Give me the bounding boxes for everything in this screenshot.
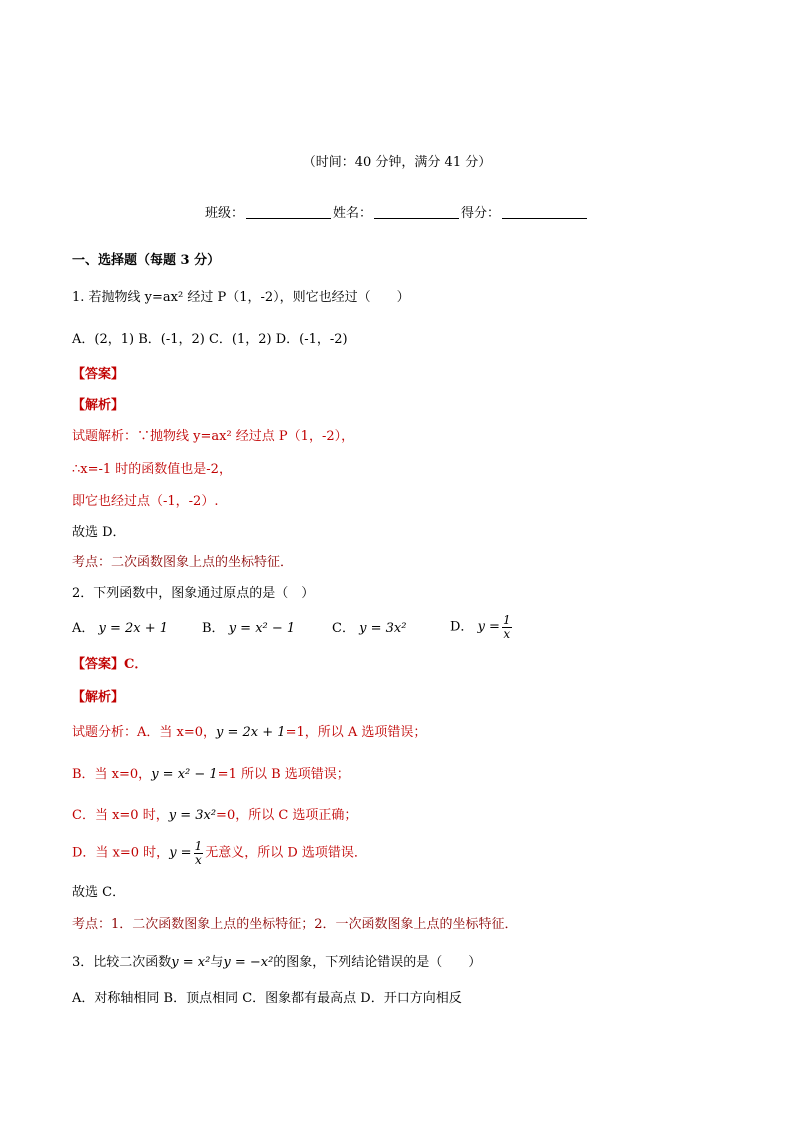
q3-stem: 3．比较二次函数y = x²与y = −x²的图象，下列结论错误的是（ ） bbox=[72, 955, 482, 970]
q1-analysis-line-3: 即它也经过点（-1，-2）. bbox=[72, 494, 219, 509]
q1-conclusion: 故选 D． bbox=[72, 525, 126, 540]
q2-stem: 2．下列函数中，图象通过原点的是（ ） bbox=[72, 586, 315, 601]
fraction-denominator: x bbox=[503, 627, 511, 641]
score-blank[interactable] bbox=[502, 204, 587, 219]
q1-answer-label: 【答案】 bbox=[72, 367, 125, 382]
time-info: （时间：40 分钟，满分 41 分） bbox=[302, 155, 492, 170]
q1-analysis-label: 【解析】 bbox=[72, 398, 125, 413]
q2-analysis-line-1: 试题分析：A．当 x=0，y = 2x + 1=1，所以 A 选项错误； bbox=[72, 725, 427, 740]
q1-options: A．(2，1) B．(-1，2) C．(1，2) D．(-1，-2) bbox=[72, 332, 348, 347]
q2-answer: 【答案】C． bbox=[72, 657, 148, 672]
name-blank[interactable] bbox=[374, 204, 459, 219]
q2-analysis-line-3: C．当 x=0 时，y = 3x²=0，所以 C 选项正确； bbox=[72, 808, 358, 823]
q2-option-c-label: C． bbox=[332, 621, 355, 636]
q2-option-a-label: A． bbox=[72, 621, 95, 636]
q1-kaodian: 考点：二次函数图象上点的坐标特征． bbox=[72, 555, 294, 570]
q2-analysis-line-4: D．当 x=0 时，y = $\frac{1}{x}$ 无意义，所以 D 选项错误． bbox=[72, 839, 367, 867]
q2-option-a bbox=[72, 620, 168, 638]
section-title: 一、选择题（每题 3 分） bbox=[72, 253, 221, 268]
q2-option-d-lhs: y = bbox=[477, 619, 500, 635]
q1-analysis-line-2: ∴x=-1 时的函数值也是-2， bbox=[72, 462, 232, 477]
q3-options: A．对称轴相同 B．顶点相同 C．图象都有最高点 D．开口方向相反 bbox=[72, 991, 462, 1006]
q2-option-d-label: D． bbox=[450, 619, 474, 635]
q1-stem: 1. 若抛物线 y=ax² 经过 P（1，-2），则它也经过（ ） bbox=[72, 290, 410, 305]
fraction-numerator: 1 bbox=[502, 613, 511, 627]
score-label: 得分： bbox=[461, 206, 501, 221]
q2-option-b bbox=[202, 620, 295, 638]
class-blank[interactable] bbox=[246, 204, 331, 219]
q2-option-b-label: B． bbox=[202, 621, 225, 636]
q2-option-c-expr: y = 3x² bbox=[359, 621, 407, 636]
q2-option-d-fraction bbox=[502, 614, 512, 641]
q2-option-c bbox=[332, 620, 406, 638]
q2-conclusion: 故选 C． bbox=[72, 885, 126, 900]
q1-analysis-line-1: 试题解析：∵抛物线 y=ax² 经过点 P（1，-2）， bbox=[72, 429, 355, 444]
q2-analysis-fraction: $\frac{1}{x}$ bbox=[194, 839, 203, 867]
q2-option-d bbox=[450, 614, 514, 641]
class-label: 班级： bbox=[204, 206, 244, 221]
student-info-row bbox=[0, 202, 794, 221]
q2-analysis-label: 【解析】 bbox=[72, 690, 125, 705]
q2-option-a-expr: y = 2x + 1 bbox=[98, 621, 169, 636]
q2-option-b-expr: y = x² − 1 bbox=[228, 621, 296, 636]
q2-analysis-line-2: B．当 x=0，y = x² − 1=1 所以 B 选项错误； bbox=[72, 767, 350, 782]
q2-kaodian: 考点：1．二次函数图象上点的坐标特征；2．一次函数图象上点的坐标特征． bbox=[72, 917, 518, 932]
name-label: 姓名： bbox=[332, 206, 372, 221]
